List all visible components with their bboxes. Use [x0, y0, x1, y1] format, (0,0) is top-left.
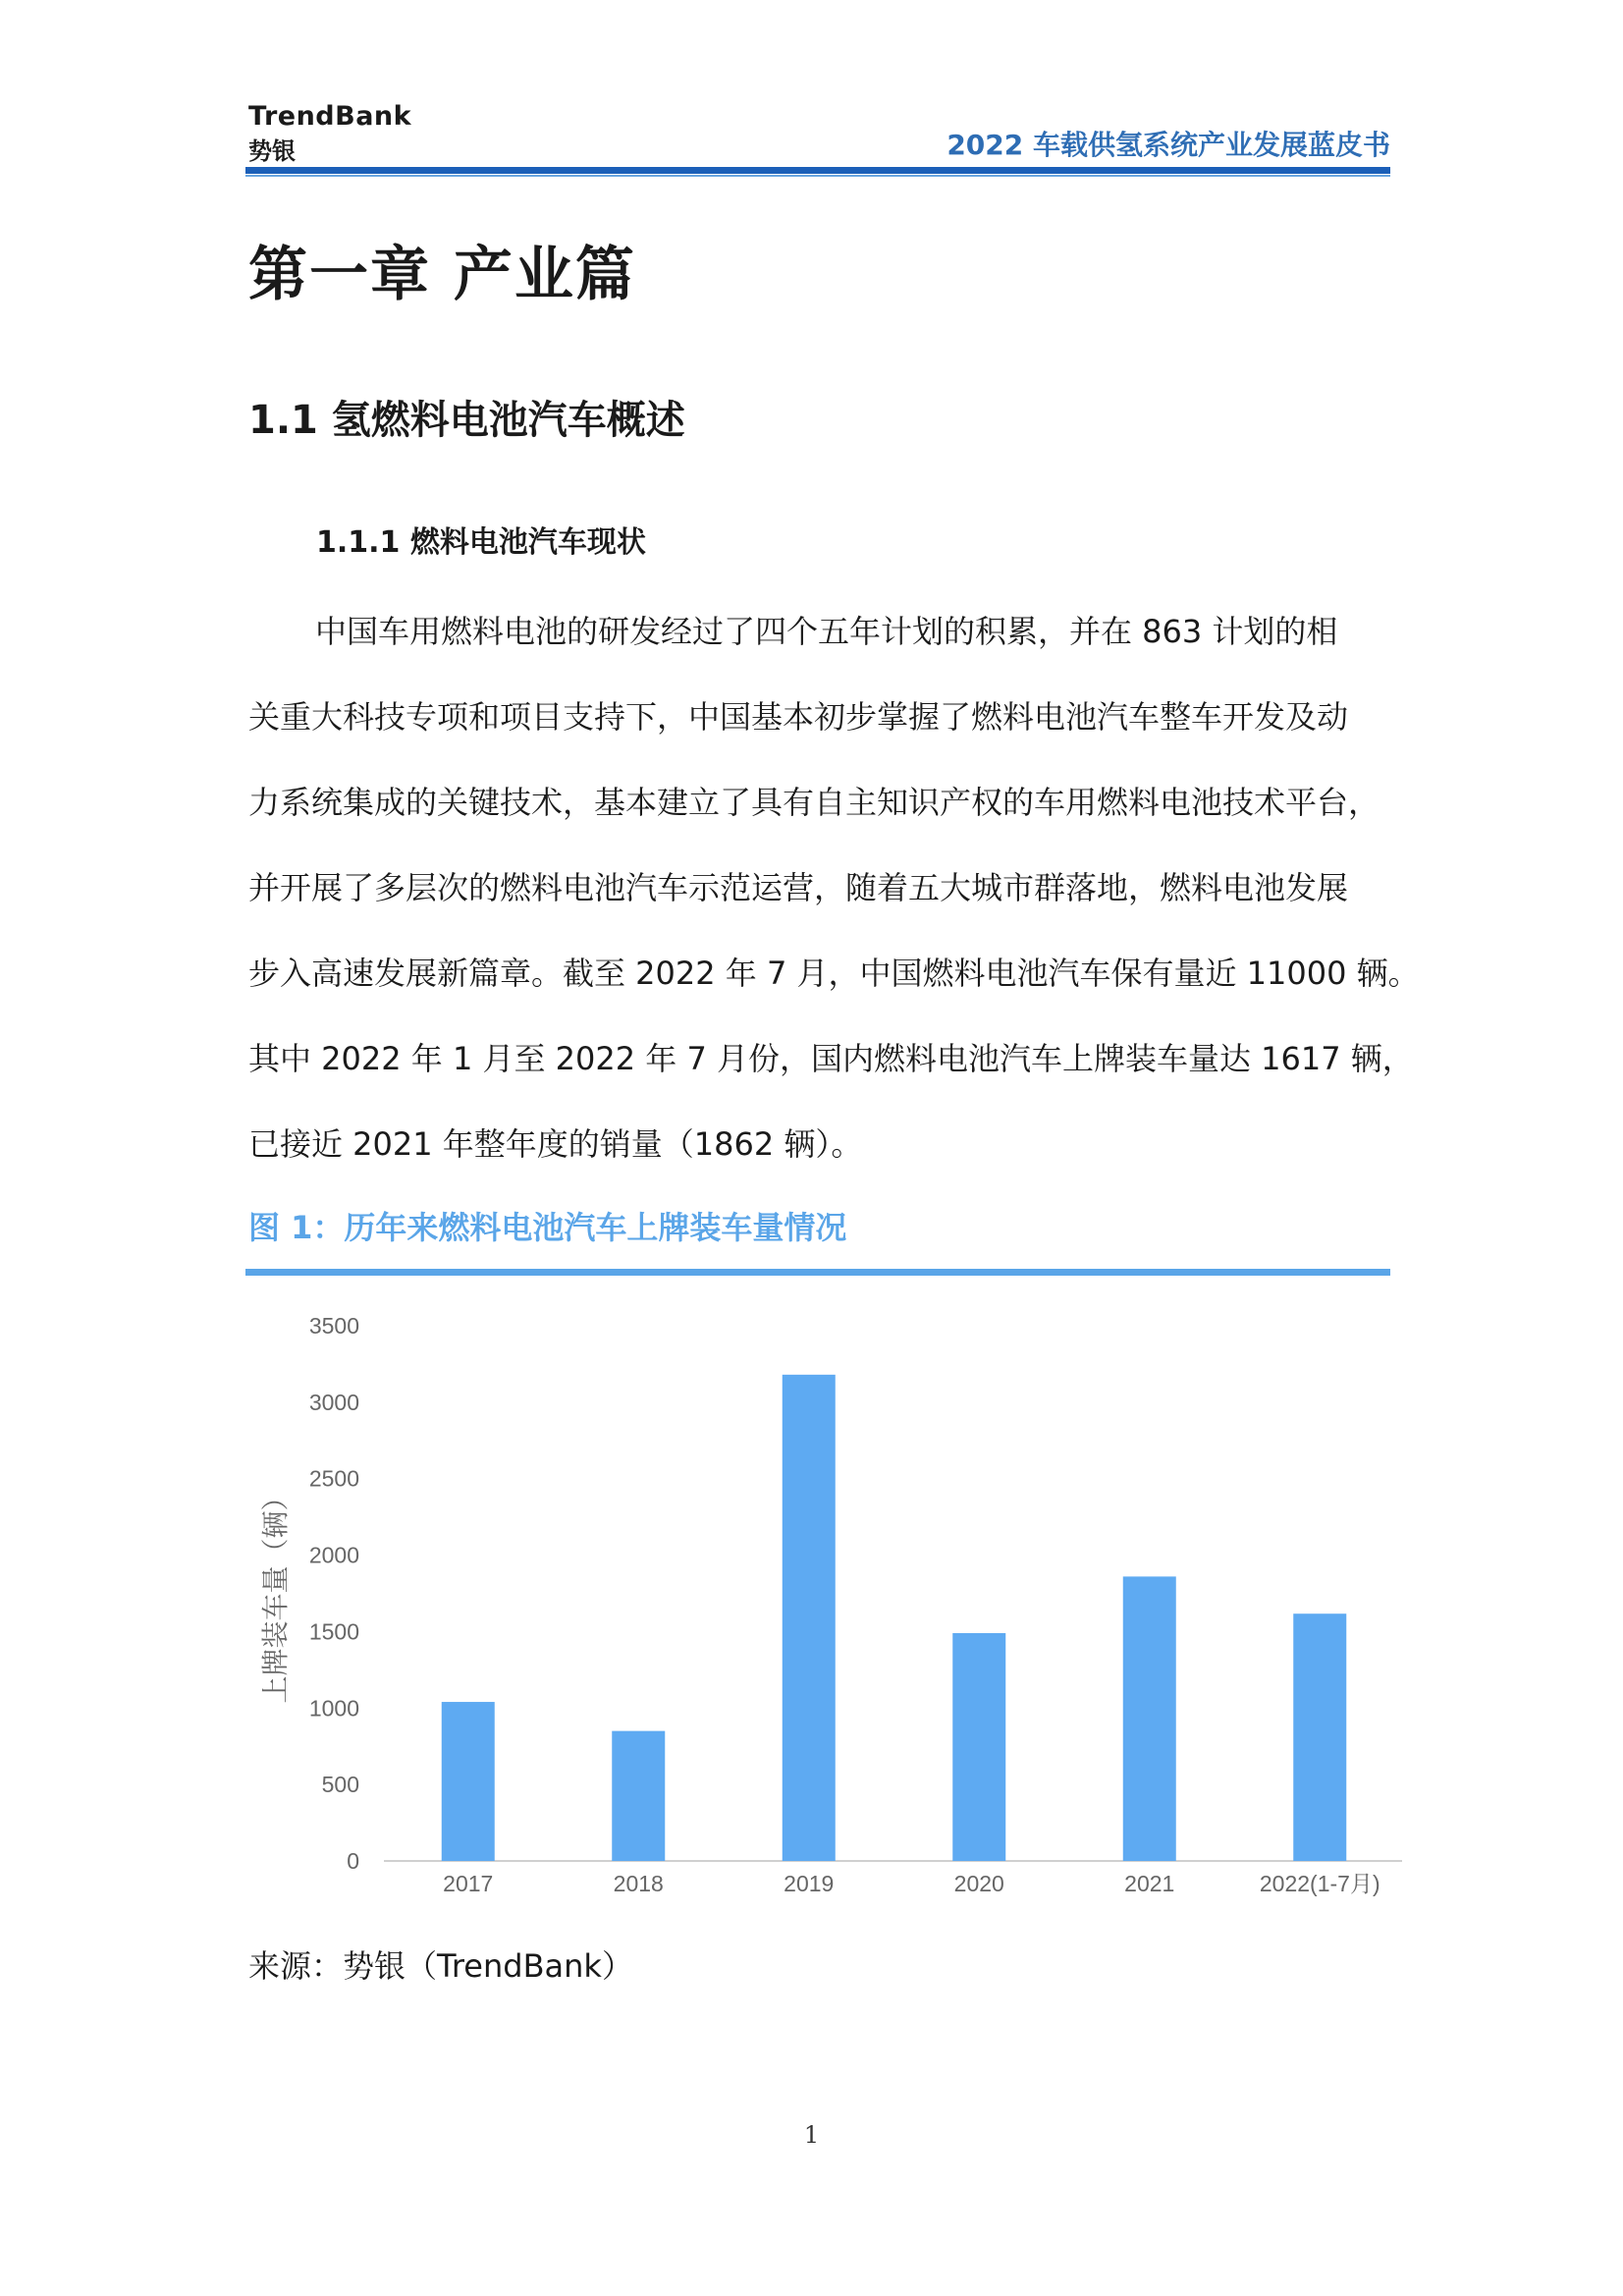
body-paragraph [248, 589, 1420, 1187]
y-tick-label: 2000 [308, 1542, 359, 1568]
figure-caption: 图 1：历年来燃料电池汽车上牌装车量情况 [248, 1209, 847, 1246]
y-tick-label: 1000 [308, 1695, 359, 1722]
source-note: 来源：势银（TrendBank） [248, 1947, 633, 1985]
figure-rule [245, 1269, 1390, 1276]
x-tick-label: 2017 [443, 1871, 494, 1896]
bar [612, 1731, 665, 1861]
y-tick-label: 3500 [308, 1313, 359, 1339]
subsection-title: 1.1.1 燃料电池汽车现状 [316, 525, 646, 560]
paragraph-line: 其中 2022 年 1 月至 2022 年 7 月份，国内燃料电池汽车上牌装车量达 1617 辆， [248, 1040, 1414, 1077]
bar [952, 1633, 1005, 1861]
paragraph-line: 步入高速发展新篇章。截至 2022 年 7 月，中国燃料电池汽车保有量近 11000 辆。 [248, 955, 1420, 992]
paragraph-line: 力系统集成的关键技术，基本建立了具有自主知识产权的车用燃料电池技术平台， [248, 784, 1380, 821]
paragraph-line: 中国车用燃料电池的研发经过了四个五年计划的积累，并在 863 计划的相 [315, 613, 1338, 650]
paragraph-line: 并开展了多层次的燃料电池汽车示范运营，随着五大城市群落地，燃料电池发展 [248, 869, 1349, 906]
x-tick-label: 2018 [613, 1871, 664, 1896]
paragraph-line: 关重大科技专项和项目支持下，中国基本初步掌握了燃料电池汽车整车开发及动 [248, 698, 1349, 736]
bar [442, 1702, 495, 1861]
bar-chart [245, 1286, 1404, 1925]
bar [783, 1375, 836, 1861]
x-tick-label: 2020 [953, 1871, 1004, 1896]
y-tick-label: 0 [347, 1848, 359, 1874]
chapter-title: 第一章 产业篇 [248, 241, 636, 309]
bar [1293, 1613, 1346, 1861]
bar [1123, 1576, 1176, 1861]
y-tick-label: 3000 [308, 1389, 359, 1415]
y-tick-label: 2500 [308, 1465, 359, 1492]
page-number: 1 [803, 2121, 820, 2149]
section-title: 1.1 氢燃料电池汽车概述 [248, 398, 685, 443]
header-rule [245, 167, 1390, 174]
y-tick-label: 1500 [308, 1618, 359, 1645]
logo-text-en: TrendBank [248, 101, 412, 132]
y-axis-title: 上牌装车量（辆） [260, 1483, 291, 1704]
x-tick-label: 2019 [784, 1871, 835, 1896]
document-title: 2022 车载供氢系统产业发展蓝皮书 [947, 129, 1390, 161]
header-rule-thin [245, 175, 1390, 177]
y-tick-label: 500 [321, 1772, 359, 1798]
x-tick-label: 2021 [1124, 1871, 1175, 1896]
x-tick-label: 2022(1-7月) [1259, 1871, 1380, 1896]
logo-text-cn: 势银 [248, 137, 296, 165]
paragraph-line: 已接近 2021 年整年度的销量（1862 辆）。 [248, 1125, 863, 1163]
